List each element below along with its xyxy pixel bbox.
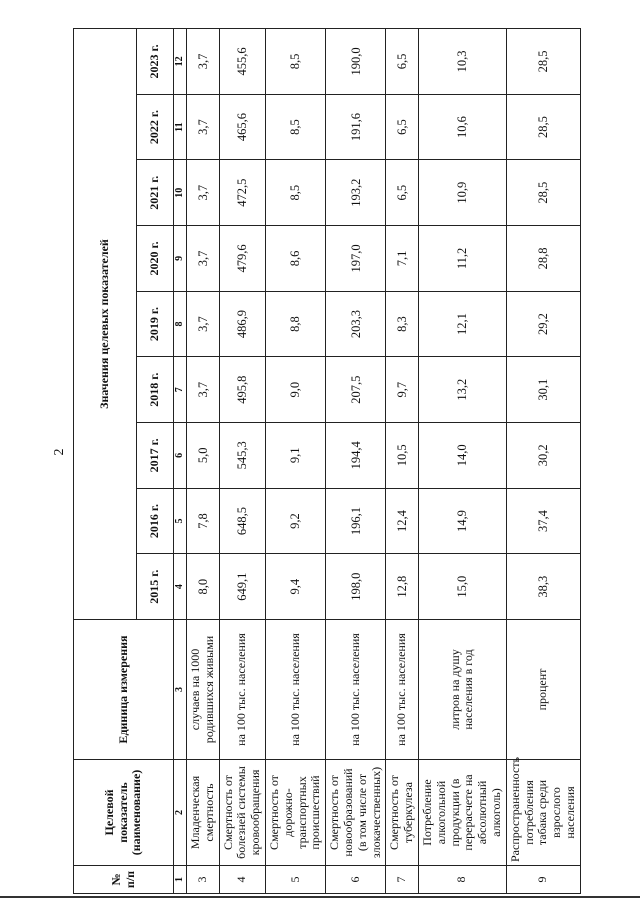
value-cell: 10,5 xyxy=(386,423,419,489)
year-header: 2015 г. xyxy=(137,554,174,620)
value-cell: 193,2 xyxy=(326,160,386,226)
value-cell: 10,3 xyxy=(418,29,506,95)
value-cell: 12,8 xyxy=(386,554,419,620)
indicator-name: Смертность от болезней системы кровообращения xyxy=(219,760,265,866)
value-cell: 455,6 xyxy=(219,29,265,95)
value-cell: 3,7 xyxy=(187,291,220,357)
column-number: 9 xyxy=(174,226,187,292)
year-header: 2023 г. xyxy=(137,29,174,95)
year-header: 2021 г. xyxy=(137,160,174,226)
table-row xyxy=(386,29,419,894)
value-cell: 8,5 xyxy=(265,94,325,160)
header-unit: Единица измерения xyxy=(74,620,174,760)
value-cell: 196,1 xyxy=(326,488,386,554)
value-cell: 9,1 xyxy=(265,423,325,489)
indicator-name: Смертность от дорожно-транспортных происшествий xyxy=(265,760,325,866)
value-cell: 8,5 xyxy=(265,160,325,226)
bottom-rule xyxy=(0,896,640,898)
row-number: 8 xyxy=(418,866,506,894)
value-cell: 7,8 xyxy=(187,488,220,554)
column-number: 11 xyxy=(174,94,187,160)
value-cell: 12,4 xyxy=(386,488,419,554)
value-cell: 13,2 xyxy=(418,357,506,423)
value-cell: 14,9 xyxy=(418,488,506,554)
column-number: 3 xyxy=(174,620,187,760)
value-cell: 9,4 xyxy=(265,554,325,620)
value-cell: 495,8 xyxy=(219,357,265,423)
value-cell: 479,6 xyxy=(219,226,265,292)
value-cell: 28,5 xyxy=(506,160,580,226)
value-cell: 3,7 xyxy=(187,160,220,226)
header-row xyxy=(74,29,137,894)
year-header: 2017 г. xyxy=(137,423,174,489)
measurement-unit: на 100 тыс. населения xyxy=(219,620,265,760)
value-cell: 29,2 xyxy=(506,291,580,357)
row-number: 5 xyxy=(265,866,325,894)
measurement-unit: на 100 тыс. населения xyxy=(326,620,386,760)
table-row xyxy=(506,29,580,894)
indicator-name: Смертность от новообразований (в том числе от злокачественных) xyxy=(326,760,386,866)
measurement-unit: процент xyxy=(506,620,580,760)
value-cell: 9,2 xyxy=(265,488,325,554)
value-cell: 9,7 xyxy=(386,357,419,423)
column-number: 2 xyxy=(174,760,187,866)
value-cell: 28,5 xyxy=(506,29,580,95)
value-cell: 6,5 xyxy=(386,29,419,95)
value-cell: 37,4 xyxy=(506,488,580,554)
value-cell: 12,1 xyxy=(418,291,506,357)
value-cell: 15,0 xyxy=(418,554,506,620)
indicator-name: Потребление алкогольной продукции (в перерасчете на абсолютный алкоголь) xyxy=(418,760,506,866)
value-cell: 30,1 xyxy=(506,357,580,423)
year-header: 2018 г. xyxy=(137,357,174,423)
value-cell: 8,8 xyxy=(265,291,325,357)
column-number: 6 xyxy=(174,423,187,489)
table-row xyxy=(265,29,325,894)
column-number: 10 xyxy=(174,160,187,226)
column-number: 7 xyxy=(174,357,187,423)
year-header: 2020 г. xyxy=(137,226,174,292)
value-cell: 648,5 xyxy=(219,488,265,554)
value-cell: 3,7 xyxy=(187,29,220,95)
value-cell: 198,0 xyxy=(326,554,386,620)
value-cell: 11,2 xyxy=(418,226,506,292)
value-cell: 9,0 xyxy=(265,357,325,423)
header-no: № п/п xyxy=(74,866,174,894)
row-number: 4 xyxy=(219,866,265,894)
rotated-table-container xyxy=(73,28,577,894)
target-indicators-table xyxy=(73,28,581,894)
year-header: 2022 г. xyxy=(137,94,174,160)
table-row xyxy=(219,29,265,894)
header-values: Значения целевых показателей xyxy=(74,29,137,620)
header-name: Целевой показатель (наименование) xyxy=(74,760,174,866)
value-cell: 486,9 xyxy=(219,291,265,357)
value-cell: 6,5 xyxy=(386,160,419,226)
row-number: 7 xyxy=(386,866,419,894)
value-cell: 465,6 xyxy=(219,94,265,160)
value-cell: 3,7 xyxy=(187,94,220,160)
table-row xyxy=(418,29,506,894)
column-number: 1 xyxy=(174,866,187,894)
value-cell: 472,5 xyxy=(219,160,265,226)
value-cell: 190,0 xyxy=(326,29,386,95)
year-header: 2016 г. xyxy=(137,488,174,554)
year-header: 2019 г. xyxy=(137,291,174,357)
value-cell: 197,0 xyxy=(326,226,386,292)
value-cell: 28,8 xyxy=(506,226,580,292)
column-number: 4 xyxy=(174,554,187,620)
value-cell: 207,5 xyxy=(326,357,386,423)
value-cell: 203,3 xyxy=(326,291,386,357)
value-cell: 8,0 xyxy=(187,554,220,620)
row-number: 3 xyxy=(187,866,220,894)
value-cell: 8,3 xyxy=(386,291,419,357)
value-cell: 5,0 xyxy=(187,423,220,489)
row-number: 9 xyxy=(506,866,580,894)
measurement-unit: случаев на 1000 родившихся живыми xyxy=(187,620,220,760)
value-cell: 649,1 xyxy=(219,554,265,620)
table-row xyxy=(326,29,386,894)
value-cell: 3,7 xyxy=(187,226,220,292)
value-cell: 28,5 xyxy=(506,94,580,160)
column-number: 8 xyxy=(174,291,187,357)
indicator-name: Младенческая смертность xyxy=(187,760,220,866)
measurement-unit: на 100 тыс. населения xyxy=(386,620,419,760)
value-cell: 30,2 xyxy=(506,423,580,489)
value-cell: 38,3 xyxy=(506,554,580,620)
value-cell: 6,5 xyxy=(386,94,419,160)
row-number: 6 xyxy=(326,866,386,894)
value-cell: 3,7 xyxy=(187,357,220,423)
indicator-name: Смертность от туберкулеза xyxy=(386,760,419,866)
value-cell: 8,5 xyxy=(265,29,325,95)
column-number-row xyxy=(174,29,187,894)
column-number: 12 xyxy=(174,29,187,95)
measurement-unit: на 100 тыс. населения xyxy=(265,620,325,760)
table-row xyxy=(187,29,220,894)
measurement-unit: литров на душу населения в год xyxy=(418,620,506,760)
value-cell: 8,6 xyxy=(265,226,325,292)
column-number: 5 xyxy=(174,488,187,554)
value-cell: 545,3 xyxy=(219,423,265,489)
value-cell: 7,1 xyxy=(386,226,419,292)
value-cell: 10,9 xyxy=(418,160,506,226)
value-cell: 10,6 xyxy=(418,94,506,160)
value-cell: 194,4 xyxy=(326,423,386,489)
value-cell: 191,6 xyxy=(326,94,386,160)
indicator-name: Распространенность потребления табака среди взрослого населения xyxy=(506,760,580,866)
page-number: 2 xyxy=(52,448,67,456)
value-cell: 14,0 xyxy=(418,423,506,489)
